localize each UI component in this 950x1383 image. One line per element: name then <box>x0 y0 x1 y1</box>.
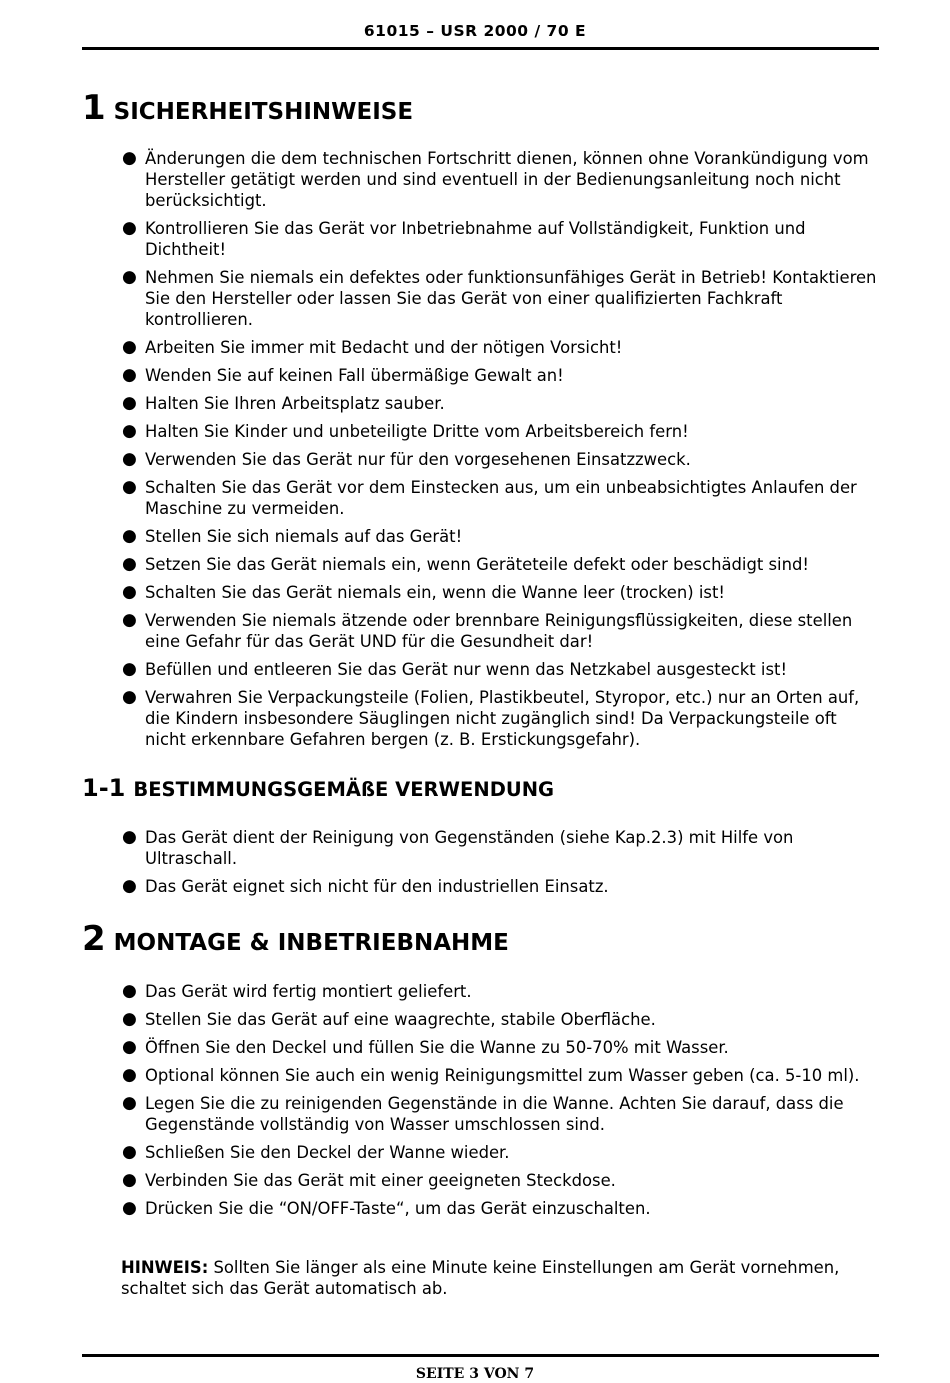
list-item <box>120 1170 880 1191</box>
list-item-text: Das Gerät eignet sich nicht für den industriellen Einsatz. <box>145 877 609 896</box>
list-item <box>120 449 880 470</box>
header-rule <box>82 47 879 50</box>
section-2-heading <box>82 919 509 959</box>
bullet-icon: ● <box>122 393 137 413</box>
list-item-text: Arbeiten Sie immer mit Bedacht und der nötigen Vorsicht! <box>145 338 623 357</box>
bullet-icon: ● <box>122 218 137 238</box>
hint-note <box>121 1257 881 1299</box>
footer-rule <box>82 1354 879 1357</box>
list-item-text: Verbinden Sie das Gerät mit einer geeigneten Steckdose. <box>145 1171 616 1190</box>
page-header: 61015 – USR 2000 / 70 E <box>363 22 587 40</box>
bullet-icon: ● <box>122 365 137 385</box>
bullet-icon: ● <box>122 1009 137 1029</box>
list-item-text: Verwenden Sie niemals ätzende oder brennbare Reinigungsflüssigkeiten, diese stellen eine Gefahr für das Gerät UND für die Gesundheit dar! <box>145 611 853 651</box>
bullet-icon: ● <box>122 267 137 287</box>
hint-label: HINWEIS: <box>121 1258 209 1277</box>
bullet-icon: ● <box>122 582 137 602</box>
list-item-text: Nehmen Sie niemals ein defektes oder funktionsunfähiges Gerät in Betrieb! Kontaktieren Sie den Hersteller oder lassen Sie das Gerät von einer qualifizierten Fachkraft kontrollieren. <box>145 268 877 329</box>
assembly-list <box>120 981 880 1226</box>
section-number: 1-1 <box>82 774 126 802</box>
list-item <box>120 148 880 211</box>
section-number: 2 <box>82 919 106 959</box>
bullet-icon: ● <box>122 1037 137 1057</box>
list-item-text: Wenden Sie auf keinen Fall übermäßige Gewalt an! <box>145 366 564 385</box>
bullet-icon: ● <box>122 610 137 630</box>
list-item <box>120 610 880 652</box>
list-item-text: Verwenden Sie das Gerät nur für den vorgesehenen Einsatzzweck. <box>145 450 691 469</box>
bullet-icon: ● <box>122 449 137 469</box>
list-item <box>120 477 880 519</box>
list-item-text: Schalten Sie das Gerät niemals ein, wenn die Wanne leer (trocken) ist! <box>145 583 725 602</box>
bullet-icon: ● <box>122 337 137 357</box>
safety-list <box>120 148 880 757</box>
list-item <box>120 827 880 869</box>
list-item-text: Halten Sie Ihren Arbeitsplatz sauber. <box>145 394 445 413</box>
section-1-1-heading <box>82 774 554 802</box>
list-item-text: Legen Sie die zu reinigenden Gegenstände in die Wanne. Achten Sie darauf, dass die Gegenstände vollständig von Wasser umschlossen sind. <box>145 1094 844 1134</box>
list-item-text: Setzen Sie das Gerät niemals ein, wenn Geräteteile defekt oder beschädigt sind! <box>145 555 809 574</box>
list-item <box>120 365 880 386</box>
list-item <box>120 582 880 603</box>
bullet-icon: ● <box>122 876 137 896</box>
list-item-text: Das Gerät wird fertig montiert geliefert. <box>145 982 472 1001</box>
list-item <box>120 1093 880 1135</box>
bullet-icon: ● <box>122 526 137 546</box>
list-item <box>120 267 880 330</box>
list-item <box>120 1009 880 1030</box>
list-item-text: Schließen Sie den Deckel der Wanne wieder. <box>145 1143 510 1162</box>
bullet-icon: ● <box>122 148 137 168</box>
bullet-icon: ● <box>122 1198 137 1218</box>
bullet-icon: ● <box>122 421 137 441</box>
list-item-text: Öffnen Sie den Deckel und füllen Sie die Wanne zu 50-70% mit Wasser. <box>145 1038 729 1057</box>
bullet-icon: ● <box>122 554 137 574</box>
list-item <box>120 526 880 547</box>
list-item <box>120 421 880 442</box>
list-item <box>120 876 880 897</box>
list-item-text: Änderungen die dem technischen Fortschritt dienen, können ohne Vorankündigung vom Hersteller getätigt werden und sind eventuell in der Bedienungsanleitung noch nicht berücksichtigt. <box>145 149 869 210</box>
bullet-icon: ● <box>122 1170 137 1190</box>
list-item <box>120 659 880 680</box>
section-number: 1 <box>82 88 106 128</box>
list-item <box>120 1037 880 1058</box>
bullet-icon: ● <box>122 687 137 707</box>
list-item-text: Optional können Sie auch ein wenig Reinigungsmittel zum Wasser geben (ca. 5-10 ml). <box>145 1066 860 1085</box>
list-item-text: Das Gerät dient der Reinigung von Gegenständen (siehe Kap.2.3) mit Hilfe von Ultraschall. <box>145 828 794 868</box>
list-item <box>120 393 880 414</box>
list-item <box>120 337 880 358</box>
bullet-icon: ● <box>122 981 137 1001</box>
list-item-text: Kontrollieren Sie das Gerät vor Inbetriebnahme auf Vollständigkeit, Funktion und Dichtheit! <box>145 219 806 259</box>
hint-text: Sollten Sie länger als eine Minute keine Einstellungen am Gerät vornehmen, schaltet sich das Gerät automatisch ab. <box>121 1258 840 1298</box>
section-title: SICHERHEITSHINWEISE <box>113 99 414 125</box>
list-item-text: Verwahren Sie Verpackungsteile (Folien, Plastikbeutel, Styropor, etc.) nur an Orten auf, die Kindern insbesondere Säuglingen nicht zugänglich sind! Da Verpackungsteile oft nicht erkennbare Gefahren bergen (z. B. Erstickungsgefahr). <box>145 688 860 749</box>
usage-list <box>120 827 880 904</box>
section-1-heading <box>82 88 413 128</box>
bullet-icon: ● <box>122 659 137 679</box>
list-item <box>120 218 880 260</box>
list-item <box>120 1198 880 1219</box>
bullet-icon: ● <box>122 1093 137 1113</box>
bullet-icon: ● <box>122 477 137 497</box>
list-item <box>120 1065 880 1086</box>
page-footer: SEITE 3 VON 7 <box>415 1366 535 1382</box>
list-item <box>120 1142 880 1163</box>
list-item-text: Schalten Sie das Gerät vor dem Einstecken aus, um ein unbeabsichtigtes Anlaufen der Maschine zu vermeiden. <box>145 478 857 518</box>
list-item-text: Stellen Sie das Gerät auf eine waagrechte, stabile Oberfläche. <box>145 1010 656 1029</box>
list-item <box>120 687 880 750</box>
list-item <box>120 981 880 1002</box>
section-title: MONTAGE & INBETRIEBNAHME <box>113 930 509 956</box>
list-item-text: Befüllen und entleeren Sie das Gerät nur wenn das Netzkabel ausgesteckt ist! <box>145 660 788 679</box>
bullet-icon: ● <box>122 827 137 847</box>
list-item-text: Drücken Sie die “ON/OFF-Taste“, um das Gerät einzuschalten. <box>145 1199 651 1218</box>
list-item <box>120 554 880 575</box>
bullet-icon: ● <box>122 1142 137 1162</box>
list-item-text: Halten Sie Kinder und unbeteiligte Dritte vom Arbeitsbereich fern! <box>145 422 689 441</box>
bullet-icon: ● <box>122 1065 137 1085</box>
list-item-text: Stellen Sie sich niemals auf das Gerät! <box>145 527 463 546</box>
section-title: BESTIMMUNGSGEMÄßE VERWENDUNG <box>133 778 555 801</box>
